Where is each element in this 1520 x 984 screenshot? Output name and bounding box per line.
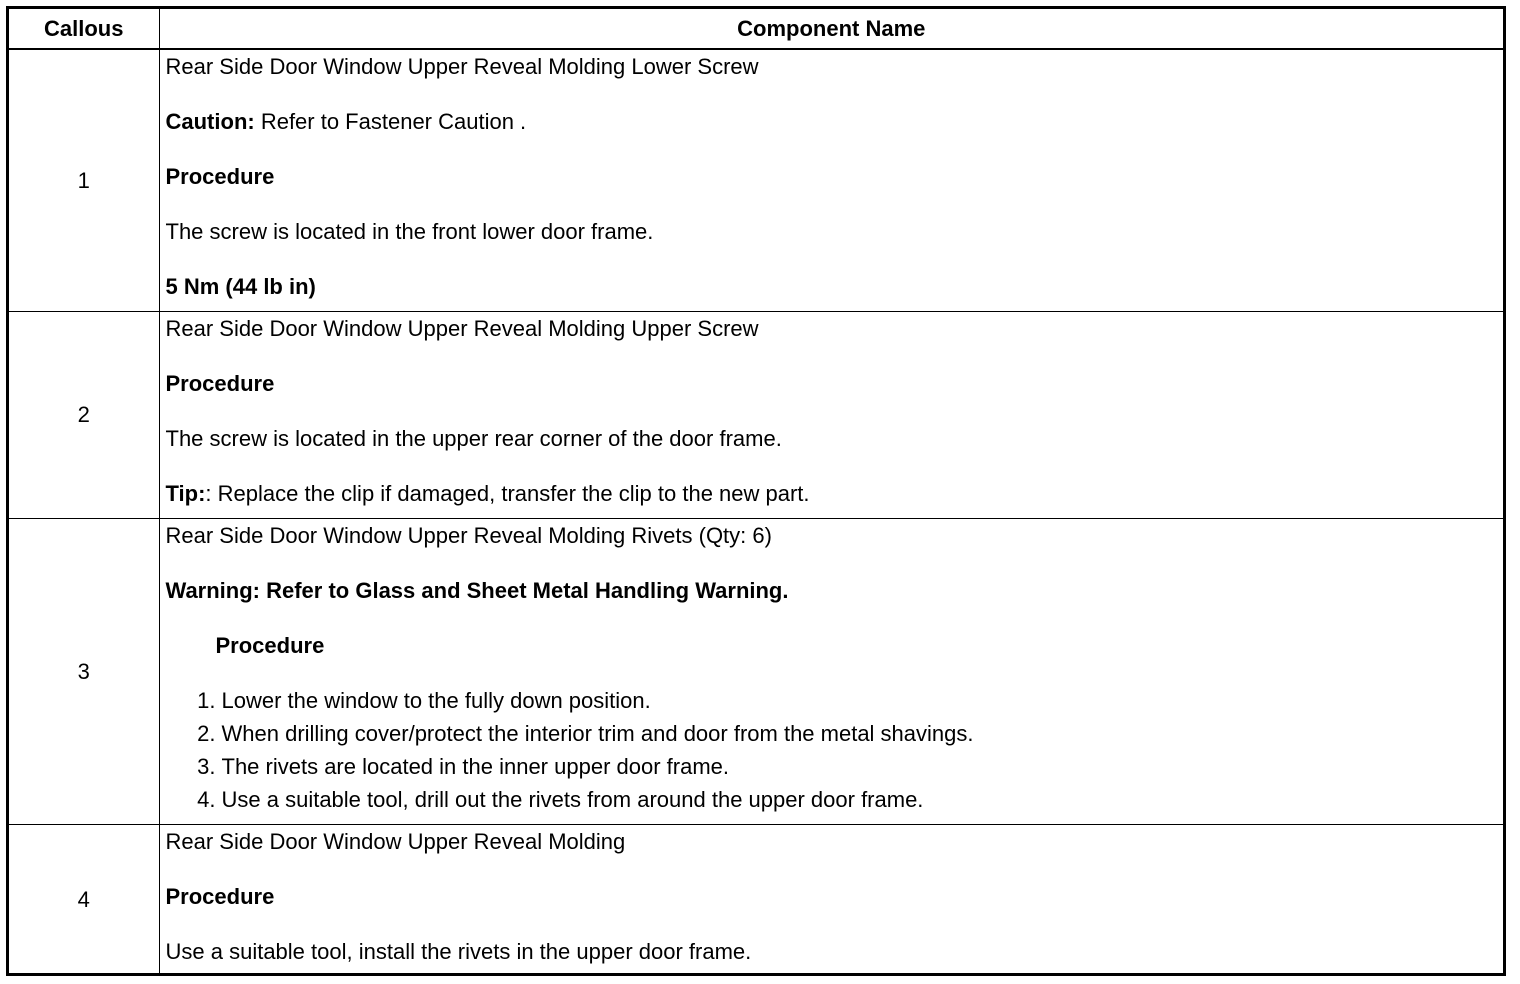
component-cell bbox=[159, 825, 1503, 976]
table-header-row bbox=[9, 9, 1503, 49]
procedure-steps bbox=[166, 684, 1504, 816]
callout-table bbox=[9, 9, 1503, 975]
component-name: Rear Side Door Window Upper Reveal Molding Upper Screw bbox=[165, 316, 759, 341]
step-text: The rivets are located in the inner upper door frame. bbox=[221, 754, 729, 779]
table-row bbox=[9, 49, 1503, 312]
caution-label: Caution: bbox=[165, 109, 255, 134]
component-name: Rear Side Door Window Upper Reveal Molding bbox=[165, 829, 626, 854]
procedure-heading: Procedure bbox=[215, 633, 325, 658]
component-cell bbox=[159, 312, 1503, 519]
procedure-heading: Procedure bbox=[165, 164, 275, 189]
callout-number: 2 bbox=[9, 312, 159, 519]
procedure-heading: Procedure bbox=[165, 884, 275, 909]
procedure-step bbox=[166, 684, 1504, 717]
callout-number: 3 bbox=[9, 519, 159, 825]
procedure-note: The screw is located in the upper rear corner of the door frame. bbox=[165, 426, 782, 451]
component-name: Rear Side Door Window Upper Reveal Molding Rivets (Qty: 6) bbox=[165, 523, 772, 548]
step-text: When drilling cover/protect the interior trim and door from the metal shavings. bbox=[221, 721, 974, 746]
tip-label: Tip: bbox=[165, 481, 206, 506]
step-text: Use a suitable tool, drill out the rivets from around the upper door frame. bbox=[221, 787, 924, 812]
step-number: 3. bbox=[197, 754, 216, 779]
step-number: 1. bbox=[197, 688, 216, 713]
procedure-note: Use a suitable tool, install the rivets in the upper door frame. bbox=[165, 939, 752, 964]
component-name-header: Component Name bbox=[159, 9, 1503, 49]
table-row bbox=[9, 519, 1503, 825]
callouts-header: Callous bbox=[9, 9, 159, 49]
warning-line: Warning: Refer to Glass and Sheet Metal Handling Warning. bbox=[165, 578, 789, 603]
caution-line bbox=[166, 105, 1504, 138]
callout-number: 1 bbox=[9, 49, 159, 312]
step-text: Lower the window to the fully down position. bbox=[221, 688, 651, 713]
procedure-heading: Procedure bbox=[165, 371, 275, 396]
component-cell bbox=[159, 49, 1503, 312]
step-number: 2. bbox=[197, 721, 216, 746]
callout-table-document bbox=[6, 6, 1506, 976]
procedure-step bbox=[166, 717, 1504, 750]
component-name: Rear Side Door Window Upper Reveal Molding Lower Screw bbox=[165, 54, 759, 79]
component-cell bbox=[159, 519, 1503, 825]
tip-text: : Replace the clip if damaged, transfer the clip to the new part. bbox=[205, 481, 810, 506]
step-number: 4. bbox=[197, 787, 216, 812]
table-row bbox=[9, 312, 1503, 519]
tip-line bbox=[166, 477, 1504, 510]
torque-spec: 5 Nm (44 lb in) bbox=[165, 274, 316, 299]
table-row bbox=[9, 825, 1503, 976]
procedure-step bbox=[166, 783, 1504, 816]
callout-number: 4 bbox=[9, 825, 159, 976]
procedure-step bbox=[166, 750, 1504, 783]
procedure-note: The screw is located in the front lower door frame. bbox=[165, 219, 654, 244]
caution-text: Refer to Fastener Caution . bbox=[254, 109, 527, 134]
